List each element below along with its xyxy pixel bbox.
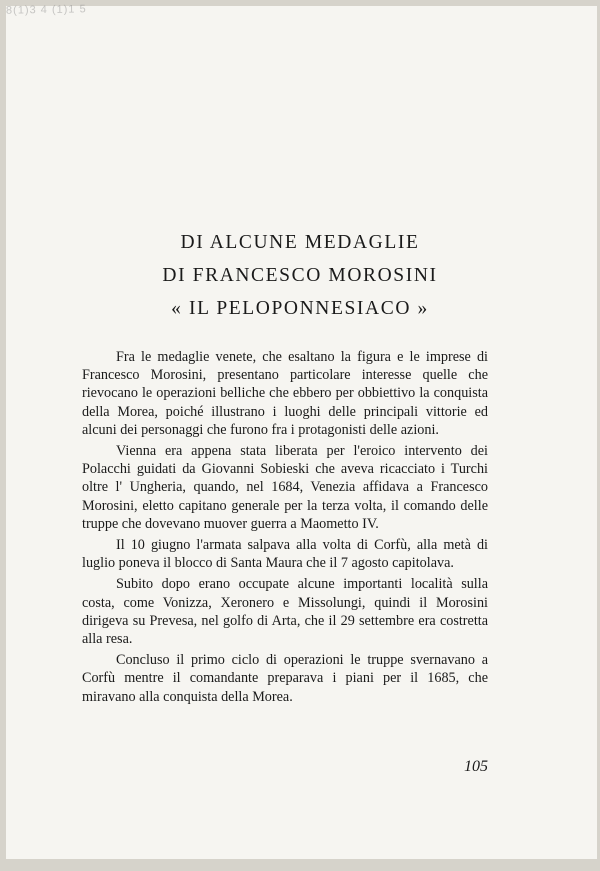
paragraph-4: Subito dopo erano occupate alcune importanti località sulla costa, come Vonizza, Xeronero e Missolungi, quindi il Morosini dirigeva su Prevesa, nel golfo di Arta, che il 29 settembre era costretta alla resa. — [82, 576, 488, 648]
corner-handwritten-note: 8(1)3 4 (1)1 5 — [5, 3, 87, 17]
title-line-1: DI ALCUNE MEDAGLIE — [180, 232, 420, 253]
paragraph-5: Concluso il primo ciclo di operazioni le truppe svernavano a Corfù mentre il comandante preparava i piani per il 1685, che miravano alla conquista della Morea. — [82, 652, 488, 705]
paragraph-3: Il 10 giugno l'armata salpava alla volta di Corfù, alla metà di luglio poneva il blocco di Santa Maura che il 7 agosto capitolava. — [82, 537, 488, 572]
paragraph-1: Fra le medaglie venete, che esaltano la figura e le imprese di Francesco Morosini, presentano particolare interesse quelle che rievocano le operazioni belliche che ebbero per obbiettivo la conquista della Morea, poiché illustrano i luoghi delle principali vittorie ed alcuni dei personaggi che furono fra i protagonisti delle azioni. — [82, 349, 488, 438]
chapter-title — [0, 226, 600, 325]
title-line-2: DI FRANCESCO MOROSINI — [162, 265, 438, 286]
body-text — [82, 348, 488, 709]
title-line-3: « IL PELOPONNESIACO » — [171, 298, 429, 319]
paragraph-2: Vienna era appena stata liberata per l'eroico intervento dei Polacchi guidati da Giovanni Sobieski che aveva ricacciato i Turchi oltre l' Ungheria, quando, nel 1684, Venezia affidava a Francesco Morosini, eletto capitano generale per la terza volta, il comando delle truppe che dovevano muover guerra a Maometto IV. — [82, 443, 488, 532]
page-number: 105 — [464, 758, 488, 775]
